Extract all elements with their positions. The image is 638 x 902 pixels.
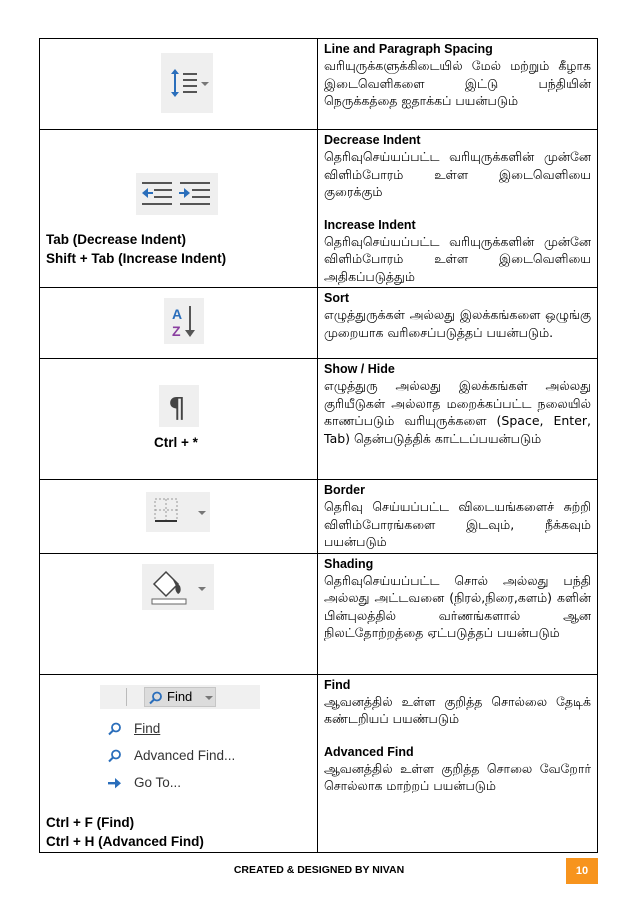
menu-item-label: Find — [134, 720, 161, 736]
description-cell — [318, 480, 598, 554]
icon-cell — [40, 130, 318, 288]
description-cell — [318, 130, 598, 288]
magnifier-icon — [108, 722, 122, 736]
arrow-right-icon — [107, 776, 123, 790]
pilcrow-icon — [159, 385, 199, 427]
indent-buttons — [136, 173, 218, 215]
table-row — [40, 39, 598, 130]
menu-item-label: Advanced Find... — [134, 747, 236, 763]
line-spacing-button[interactable] — [161, 53, 213, 113]
icon-cell — [40, 553, 318, 674]
svg-text:A: A — [172, 306, 183, 322]
feature-title-2: Advanced Find — [324, 744, 414, 759]
feature-title: Show / Hide — [324, 362, 395, 376]
increase-indent-icon — [179, 182, 210, 205]
shortcut-advanced-find: Ctrl + H (Advanced Find) — [46, 833, 204, 849]
svg-text:¶: ¶ — [168, 391, 186, 424]
menu-item-label: Go To... — [134, 774, 182, 790]
border-icon — [146, 492, 210, 532]
shortcut-keys: Ctrl + * — [154, 435, 198, 450]
border-button[interactable] — [146, 492, 210, 532]
feature-title: Find — [324, 677, 351, 692]
icon-cell — [40, 480, 318, 554]
feature-description: தெரிவுசெய்யப்பட்ட சொல் அல்லது பந்தி அல்லது அட்டவனை (நிரல்,நிரை,களம்) களின் பின்புலத்தில் வர்ணங்களால் ஆன நிலட்தோற்றத்தை ஏட்படுத்தப் பயன்படும் — [324, 572, 591, 640]
feature-title: Sort — [324, 291, 349, 305]
feature-description: எழுத்துரு அல்லது இலக்கங்கள் அல்லது குரியீடுகள் அல்லாத மறைக்கப்பட்ட நலையில் காணப்படும் வரியுருக்களை (Space, Enter, Tab) தென்படுத்திக் காட்டப்பயன்படும் — [324, 378, 591, 446]
feature-title: Border — [324, 483, 365, 497]
description-cell — [318, 553, 598, 674]
indent-icons — [136, 173, 218, 215]
table-row — [40, 359, 598, 480]
magnifier-icon — [108, 749, 122, 763]
sort-button[interactable] — [164, 298, 204, 344]
find-dropdown-button[interactable] — [144, 687, 216, 707]
page-number: 10 — [566, 858, 598, 884]
table-row — [40, 288, 598, 359]
description-cell — [318, 288, 598, 359]
svg-text:Z: Z — [172, 323, 181, 339]
shortcut-find: Ctrl + F (Find) — [46, 814, 135, 830]
description-cell — [318, 39, 598, 130]
shading-icon — [142, 564, 214, 610]
icon-cell — [40, 39, 318, 130]
page-footer — [0, 858, 638, 884]
shortcut-table — [39, 38, 598, 853]
line-spacing-icon — [161, 53, 213, 113]
feature-title: Shading — [324, 556, 374, 571]
feature-title: Line and Paragraph Spacing — [324, 42, 493, 56]
icon-cell — [40, 288, 318, 359]
feature-title-2: Increase Indent — [324, 217, 416, 232]
icon-cell — [40, 674, 318, 852]
feature-description-2: தெரிவுசெய்யப்பட்ட வரியுருக்களின் முன்னே விளிம்போரம் உள்ள இடைவெளியை அதிகப்படுத்தும் — [324, 233, 591, 284]
menu-item-go-to[interactable] — [100, 773, 260, 793]
feature-description-2: ஆவனத்தில் உள்ள குறித்த சொலை வேறோர் சொல்லாக மாற்றப் பயன்படும் — [324, 760, 591, 793]
menu-item-find[interactable] — [100, 719, 260, 739]
description-cell — [318, 674, 598, 852]
sort-icon — [164, 298, 204, 344]
shortcut-increase: Shift + Tab (Increase Indent) — [46, 251, 227, 266]
description-cell — [318, 359, 598, 480]
feature-description: எழுத்துருக்கள் அல்லது இலக்கங்களை ஒழுங்கு முறையாக வரிசைப்படுத்தப் பயன்படும். — [324, 307, 591, 340]
menu-item-advanced-find[interactable] — [100, 746, 260, 766]
shortcut-keys — [46, 813, 204, 851]
footer-credit: CREATED & DESIGNED BY NIVAN — [233, 864, 405, 876]
shading-button[interactable] — [142, 564, 214, 610]
table-row — [40, 130, 598, 288]
find-button-label: Find — [167, 688, 193, 704]
feature-description: ஆவனத்தில் உள்ள குறித்த சொல்லை தேடிக் கண்டறியப் பயண்படும் — [324, 693, 591, 726]
show-hide-button[interactable] — [159, 385, 199, 427]
feature-description: தெரிவு செய்யப்பட்ட விடையங்களைச் சுற்றி விளிம்போரங்களை இடவும், நீக்கவும் பயன்படும் — [324, 499, 591, 549]
chevron-down-icon — [205, 696, 213, 700]
decrease-indent-icon — [142, 182, 172, 205]
feature-title: Decrease Indent — [324, 133, 421, 147]
table-row — [40, 553, 598, 674]
shortcut-decrease: Tab (Decrease Indent) — [46, 232, 187, 247]
feature-description: வரியுருக்களுக்கிடையில் மேல் மற்றும் கீழாக இடைவெளிகளை இட்டு பந்தியின் நெருக்கத்தை ஐதாக்கப் பயன்படும் — [324, 58, 591, 108]
table-row — [40, 480, 598, 554]
feature-description: தெரிவுசெய்யப்பட்ட வரியுருக்களின் முன்னே விளிம்போரம் உள்ள இடைவெளியை குரைக்கும் — [324, 149, 591, 199]
magnifier-icon — [149, 691, 163, 705]
table-row — [40, 674, 598, 852]
icon-cell — [40, 359, 318, 480]
find-menu — [100, 685, 260, 815]
shortcut-keys — [46, 230, 226, 268]
